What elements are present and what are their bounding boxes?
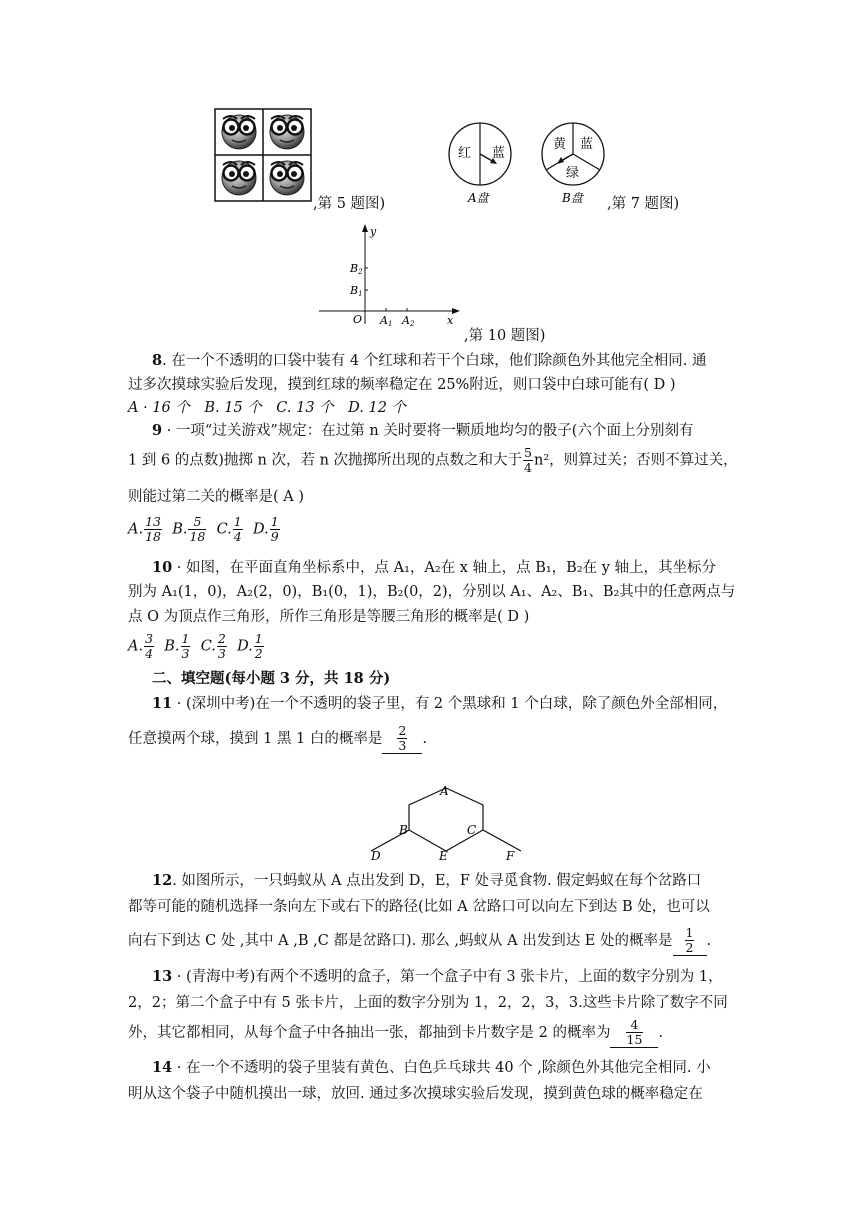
q8-line2: 过多次摸球实验后发现，摸到红球的频率稳定在 25%附近，则口袋中白球可能有( D ) [128, 377, 676, 393]
q14-line1: 14 · 在一个不透明的袋子里装有黄色、白色乒乓球共 40 个 ,除颜色外其他完全相同. 小 [152, 1059, 711, 1076]
q8-line1: 8. 在一个不透明的口袋中装有 4 个红球和若干个白球，他们除颜色外其他完全相同. 通 [152, 352, 707, 369]
origin-label: O [353, 313, 363, 326]
q11-line2: 任意摸两个球，摸到 1 黑 1 白的概率是 $\frac{2}{3}$ . [128, 723, 427, 753]
q14-line2: 明从这个袋子中随机摸出一球，放回. 通过多次摸球实验后发现，摸到黄色球的概率稳定在 [128, 1086, 703, 1102]
svg-text:B1: B1 [350, 284, 363, 298]
fig7-caption: ,第 7 题图) [607, 196, 680, 212]
face-icon [270, 161, 304, 195]
q10-line2: 别为 A₁(1，0)，A₂(2，0)，B₁(0，1)，B₂(0，2)，分别以 A₁、A₂、B₁、B₂其中的任意两点与 [128, 584, 736, 600]
fig10-caption: ,第 10 题图) [464, 328, 546, 344]
svg-text:B2: B2 [350, 262, 363, 276]
node-d: D [371, 849, 381, 863]
q10-options: A. $\frac{3}{4}$ B. $\frac{1}{3}$ C. $\frac{2}{3}$ D. $\frac{1}{2}$ [128, 631, 263, 661]
disk-b-yellow: 黄 [553, 137, 567, 152]
section2-title: 二、填空题(每小题 3 分，共 18 分) [152, 670, 391, 687]
q8-options: A · 16 个 B. 15 个 C. 13 个 D. 12 个 [128, 400, 407, 416]
node-f: F [506, 849, 515, 863]
disk-b-blue: 蓝 [580, 137, 594, 152]
disk-b-label: B盘 [562, 191, 583, 205]
svg-text:A2: A2 [402, 314, 415, 328]
spinner-a [449, 123, 511, 205]
fig7-spinners [440, 120, 615, 212]
fig12-path-tree [366, 784, 526, 864]
node-c: C [467, 823, 477, 837]
q11-line1: 11 · (深圳中考)在一个不透明的袋子里，有 2 个黑球和 1 个白球，除了颜色外全部相同， [152, 695, 728, 712]
q13-line2: 2，2；第二个盒子中有 5 张卡片，上面的数字分别为 1，2，2，3，3.这些卡片除了数字不同 [128, 995, 728, 1011]
fig10-axes [316, 222, 466, 328]
q12-line2: 都等可能的随机选择一条向左下或右下的路径(比如 A 岔路口可以向左下到达 B 处，也可以 [128, 899, 710, 915]
node-b: B [399, 823, 408, 837]
fig5-caption: ,第 5 题图) [313, 196, 386, 212]
q13-line1: 13 · (青海中考)有两个不透明的盒子，第一个盒子中有 3 张卡片，上面的数字分别为 1， [152, 968, 723, 985]
q10-line1: 10 · 如图，在平面直角坐标系中，点 A₁，A₂在 x 轴上，点 B₁，B₂在 y 轴上，其坐标分 [152, 559, 717, 576]
q9-options: A. $\frac{13}{18}$ B. $\frac{5}{18}$ C. $\frac{1}{4}$ D. $\frac{1}{9}$ [128, 514, 279, 544]
disk-a-red: 红 [458, 146, 472, 161]
q12-line3: 向右下到达 C 处 ,其中 A ,B ,C 都是岔路口). 那么 ,蚂蚁从 A 出发到达 E 处的概率是 $\frac{1}{2}$ . [128, 925, 712, 955]
node-a: A [440, 784, 449, 798]
svg-text:A1: A1 [380, 314, 393, 328]
face-icon [222, 115, 256, 149]
fig5-face-grid [214, 108, 312, 202]
q9-line2: 1 到 6 的点数)抛掷 n 次，若 n 次抛掷所出现的点数之和大于 $\frac{5}{4}$ n²，则算过关；否则不算过关， [128, 445, 738, 475]
node-e: E [439, 849, 448, 863]
q9-line3: 则能过第二关的概率是( A ) [128, 489, 305, 505]
disk-a-label: A盘 [468, 191, 489, 205]
spinner-b [542, 123, 604, 205]
q12-line1: 12. 如图所示，一只蚂蚁从 A 点出发到 D，E，F 处寻觅食物. 假定蚂蚁在每个岔路口 [152, 872, 702, 889]
q9-line1: 9 · 一项“过关游戏”规定：在过第 n 关时要将一颗质地均匀的骰子(六个面上分别刻有 [152, 422, 694, 439]
face-icon [270, 115, 304, 149]
disk-b-green: 绿 [566, 166, 580, 181]
x-axis-label: x [447, 314, 454, 327]
disk-a-blue: 蓝 [492, 146, 506, 161]
q13-line3: 外，其它都相同，从每个盒子中各抽出一张，都抽到卡片数字是 2 的概率为 $\frac{4}{15}$ . [128, 1017, 664, 1047]
q10-line3: 点 O 为顶点作三角形，所作三角形是等腰三角形的概率是( D ) [128, 609, 530, 625]
y-axis-label: y [370, 225, 377, 238]
face-icon [222, 161, 256, 195]
